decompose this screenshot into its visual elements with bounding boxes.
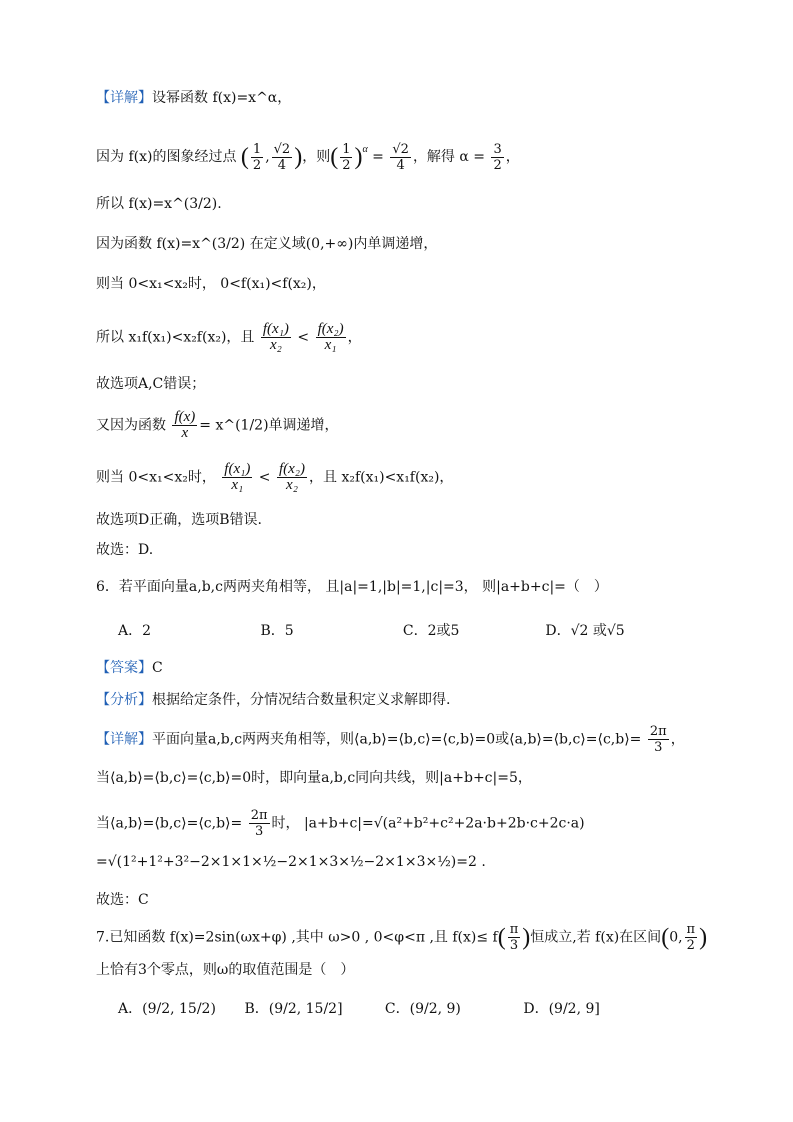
detail-line-6: 所以 x₁f(x₁)<x₂f(x₂)，且 $\frac{\text{f(x₁)}}{\text{x₂}}$ < $\frac{\text{f(x₂)}}{\text{x₁}}$ ， xyxy=(96,321,362,353)
detail-line-7: 故选项A,C错误； xyxy=(96,376,206,392)
detail-tag: 【详解】 xyxy=(96,731,152,748)
question-7-stem-line-2: 上恰有3个零点，则ω的取值范围是（ ） xyxy=(96,962,355,978)
analysis-tag: 【分析】 xyxy=(96,692,152,708)
detail-line-10: 故选项D正确，选项B错误. xyxy=(96,512,262,528)
text: 恒成立,若 f(x)在区间 xyxy=(530,929,662,946)
option-d: D．(9/2, 9] xyxy=(523,1001,600,1017)
q6-detail-line-2: 当⟨a,b⟩=⟨b,c⟩=⟨c,b⟩=0时，即向量a,b,c同向共线，则|a+b+c|=5， xyxy=(96,770,532,786)
q6-detail-line-4: =√(1²+1²+3²−2×1×1×½−2×1×3×½−2×1×3×½)=2 . xyxy=(96,854,486,870)
q6-detail-line-3: 当⟨a,b⟩=⟨b,c⟩=⟨c,b⟩= $\frac{2\pi}{3}$ 时， |a+b+c|=√(a²+b²+c²+2a·b+2b·c+2c·a) xyxy=(96,808,585,839)
fraction: $\frac{√2}{4}$ xyxy=(273,141,291,173)
fraction: $\frac{1}{2}$ xyxy=(252,141,262,173)
analysis-text: 根据给定条件，分情况结合数量积定义求解即得. xyxy=(152,692,451,708)
text: 当⟨a,b⟩=⟨b,c⟩=⟨c,b⟩= xyxy=(96,815,243,832)
detail-line-2: 因为 f(x)的图象经过点 ( $\frac{1}{2}$ , $\frac{√2}{4}$ )，则( $\frac{1}{2}$ )$^\alpha$ = $\frac{√2}{4}$ ，解得 α = $\frac{3}{2}$ ， xyxy=(96,141,520,173)
question-7-stem-line-1: 7.已知函数 f(x)=2sin(ωx+φ) ,其中 ω>0 , 0<φ<π ,且 f(x)≤ f( $\frac{\pi}{3}$ )恒成立,若 f(x)在区间(0, $\frac{\pi}{2}$ ) xyxy=(96,922,708,953)
detail-line-11: 故选：D. xyxy=(96,542,154,558)
text: (0,+∞)内单调递增， xyxy=(305,236,438,252)
text: 时， |a+b+c|=√(a²+b²+c²+2a·b+2b·c+2c·a) xyxy=(271,815,585,832)
option-c: C．2或5 xyxy=(402,623,460,639)
text: 又因为函数 xyxy=(96,417,166,434)
answer-line xyxy=(96,656,163,680)
option-c: C．(9/2, 9) xyxy=(384,1001,461,1017)
text: ，解得 α = xyxy=(412,149,486,165)
q6-conclusion: 故选：C xyxy=(96,892,149,908)
text: 因为 f(x)的图象经过点 xyxy=(96,149,237,165)
detail-line-8: 又因为函数 $\frac{f(x)}{x}$ = x^(1/2)单调递增， xyxy=(96,409,339,441)
detail-line-3: 所以 f(x)=x^(3/2). xyxy=(96,196,222,212)
question-6-options xyxy=(118,616,625,646)
detail-text: 设幂函数 f(x)=x^α， xyxy=(152,90,292,106)
text: 因为函数 f(x)=x^(3/2) 在定义域 xyxy=(96,236,306,252)
detail-tag: 【详解】 xyxy=(96,90,152,106)
detail-line-5: 则当 0<x₁<x₂时， 0<f(x₁)<f(x₂)， xyxy=(96,276,326,292)
text: 7.已知函数 f(x)=2sin(ωx+φ) ,其中 ω>0 , 0<φ<π ,且 f(x)≤ f xyxy=(96,929,498,946)
text: ，则 xyxy=(302,149,331,165)
option-b: B．(9/2, 15/2] xyxy=(244,1001,343,1017)
answer-value: C xyxy=(152,660,163,676)
answer-tag: 【答案】 xyxy=(96,660,152,676)
text: 则当 0<x₁<x₂时， xyxy=(96,469,216,486)
question-6-stem: 6．若平面向量a,b,c两两夹角相等， 且|a|=1,|b|=1,|c|=3， 则|a+b+c|=（ ） xyxy=(96,579,608,595)
analysis-line xyxy=(96,688,450,712)
text: = x^(1/2)单调递增， xyxy=(199,417,339,434)
option-b: B．5 xyxy=(260,623,294,639)
text: 平面向量a,b,c两两夹角相等，则⟨a,b⟩=⟨b,c⟩=⟨c,b⟩=0或⟨a,b⟩=⟨b,c⟩=⟨c,b⟩= xyxy=(152,731,642,748)
q6-detail-line-1: 【详解】平面向量a,b,c两两夹角相等，则⟨a,b⟩=⟨b,c⟩=⟨c,b⟩=0或⟨a,b⟩=⟨b,c⟩=⟨c,b⟩= $\frac{2\pi}{3}$ ， xyxy=(96,724,685,755)
detail-line-4 xyxy=(96,232,437,256)
text: 所以 x₁f(x₁)<x₂f(x₂)，且 xyxy=(96,329,255,346)
question-7-options xyxy=(118,994,600,1024)
text: ，且 x₂f(x₁)<x₁f(x₂)， xyxy=(309,469,454,486)
detail-line-1 xyxy=(96,86,291,110)
option-a: A．(9/2, 15/2) xyxy=(118,1001,216,1017)
option-a: A．2 xyxy=(118,623,152,639)
option-d: D．√2 或√5 xyxy=(545,623,625,639)
detail-line-9: 则当 0<x₁<x₂时， $\frac{\text{f(x₁)}}{\text{x₁}}$ < $\frac{\text{f(x₂)}}{\text{x₂}}$ ，且 x₂f(x₁)<x₁f(x₂)， xyxy=(96,461,454,493)
